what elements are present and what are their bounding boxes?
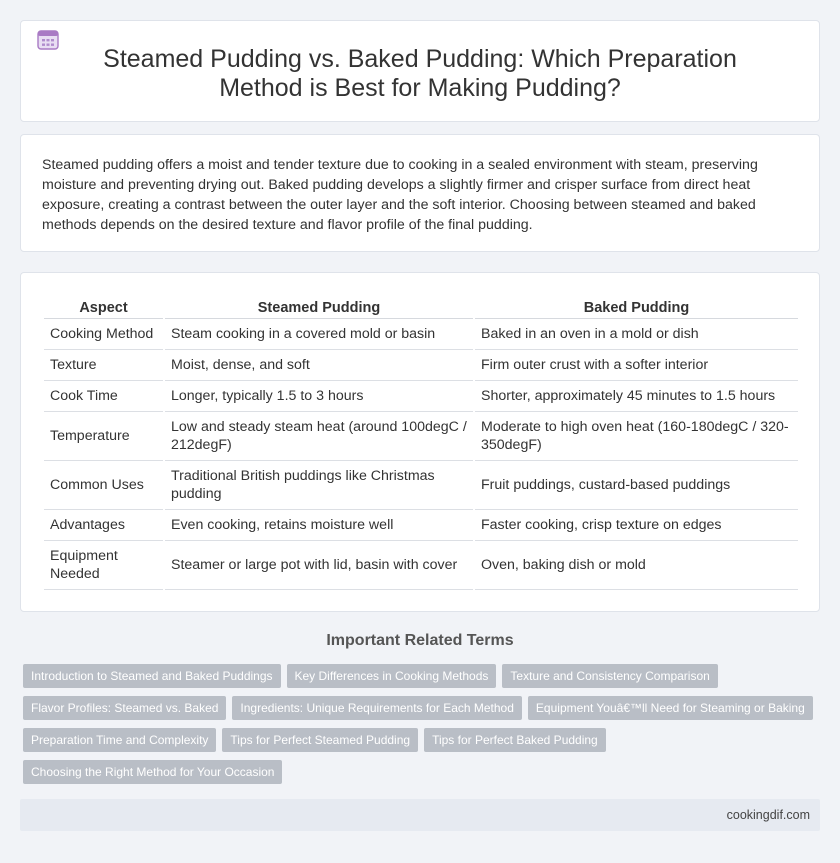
related-term-link[interactable]: Introduction to Steamed and Baked Puddings [23,664,281,688]
cell-steamed: Steam cooking in a covered mold or basin [165,319,473,350]
header-baked: Baked Pudding [475,297,798,319]
cell-steamed: Moist, dense, and soft [165,350,473,381]
table-header-row [44,297,798,319]
cell-baked: Baked in an oven in a mold or dish [475,319,798,350]
cell-aspect: Common Uses [44,461,163,510]
cell-steamed: Even cooking, retains moisture well [165,510,473,541]
title-card [20,20,820,122]
cell-steamed: Low and steady steam heat (around 100degC / 212degF) [165,412,473,461]
related-term-link[interactable]: Choosing the Right Method for Your Occasion [23,760,282,784]
footer [20,799,820,831]
calendar-icon [37,28,59,50]
related-term-link[interactable]: Ingredients: Unique Requirements for Each Method [232,696,522,720]
related-term-link[interactable]: Key Differences in Cooking Methods [287,664,497,688]
related-term-link[interactable]: Texture and Consistency Comparison [502,664,717,688]
cell-baked: Fruit puddings, custard-based puddings [475,461,798,510]
related-terms-heading: Important Related Terms [326,632,514,649]
related-term-link[interactable]: Equipment Youâ€™ll Need for Steaming or Baking [528,696,813,720]
cell-baked: Faster cooking, crisp texture on edges [475,510,798,541]
cell-baked: Shorter, approximately 45 minutes to 1.5 hours [475,381,798,412]
page-title: Steamed Pudding vs. Baked Pudding: Which Preparation Method is Best for Making Pudding? [103,45,737,102]
cell-baked: Firm outer crust with a softer interior [475,350,798,381]
related-term-link[interactable]: Tips for Perfect Baked Pudding [424,728,606,752]
cell-steamed: Steamer or large pot with lid, basin with cover [165,541,473,590]
cell-steamed: Traditional British puddings like Christmas pudding [165,461,473,510]
comparison-table-card [20,272,820,612]
table-row [44,541,798,590]
table-row [44,381,798,412]
cell-aspect: Cook Time [44,381,163,412]
table-row [44,461,798,510]
cell-baked: Oven, baking dish or mold [475,541,798,590]
cell-aspect: Texture [44,350,163,381]
header-aspect: Aspect [44,297,163,319]
table-row [44,510,798,541]
cell-baked: Moderate to high oven heat (160-180degC / 320-350degF) [475,412,798,461]
related-term-link[interactable]: Tips for Perfect Steamed Pudding [222,728,418,752]
cell-aspect: Equipment Needed [44,541,163,590]
cell-aspect: Cooking Method [44,319,163,350]
cell-aspect: Advantages [44,510,163,541]
intro-card [20,134,820,252]
table-row [44,412,798,461]
header-steamed: Steamed Pudding [165,297,473,319]
cell-steamed: Longer, typically 1.5 to 3 hours [165,381,473,412]
table-row [44,319,798,350]
related-terms-list [23,664,813,784]
comparison-table [42,297,800,590]
related-term-link[interactable]: Preparation Time and Complexity [23,728,216,752]
table-row [44,350,798,381]
related-term-link[interactable]: Flavor Profiles: Steamed vs. Baked [23,696,226,720]
cell-aspect: Temperature [44,412,163,461]
intro-paragraph: Steamed pudding offers a moist and tender texture due to cooking in a sealed environment with steam, preserving moisture and preventing drying out. Baked pudding develops a slightly firmer and crisper surface from direct heat exposure, creating a contrast between the outer layer and the soft interior. Choosing between steamed and baked methods depends on the desired texture and flavor profile of the final pudding. [42,157,758,233]
site-name[interactable]: cookingdif.com [726,808,810,822]
